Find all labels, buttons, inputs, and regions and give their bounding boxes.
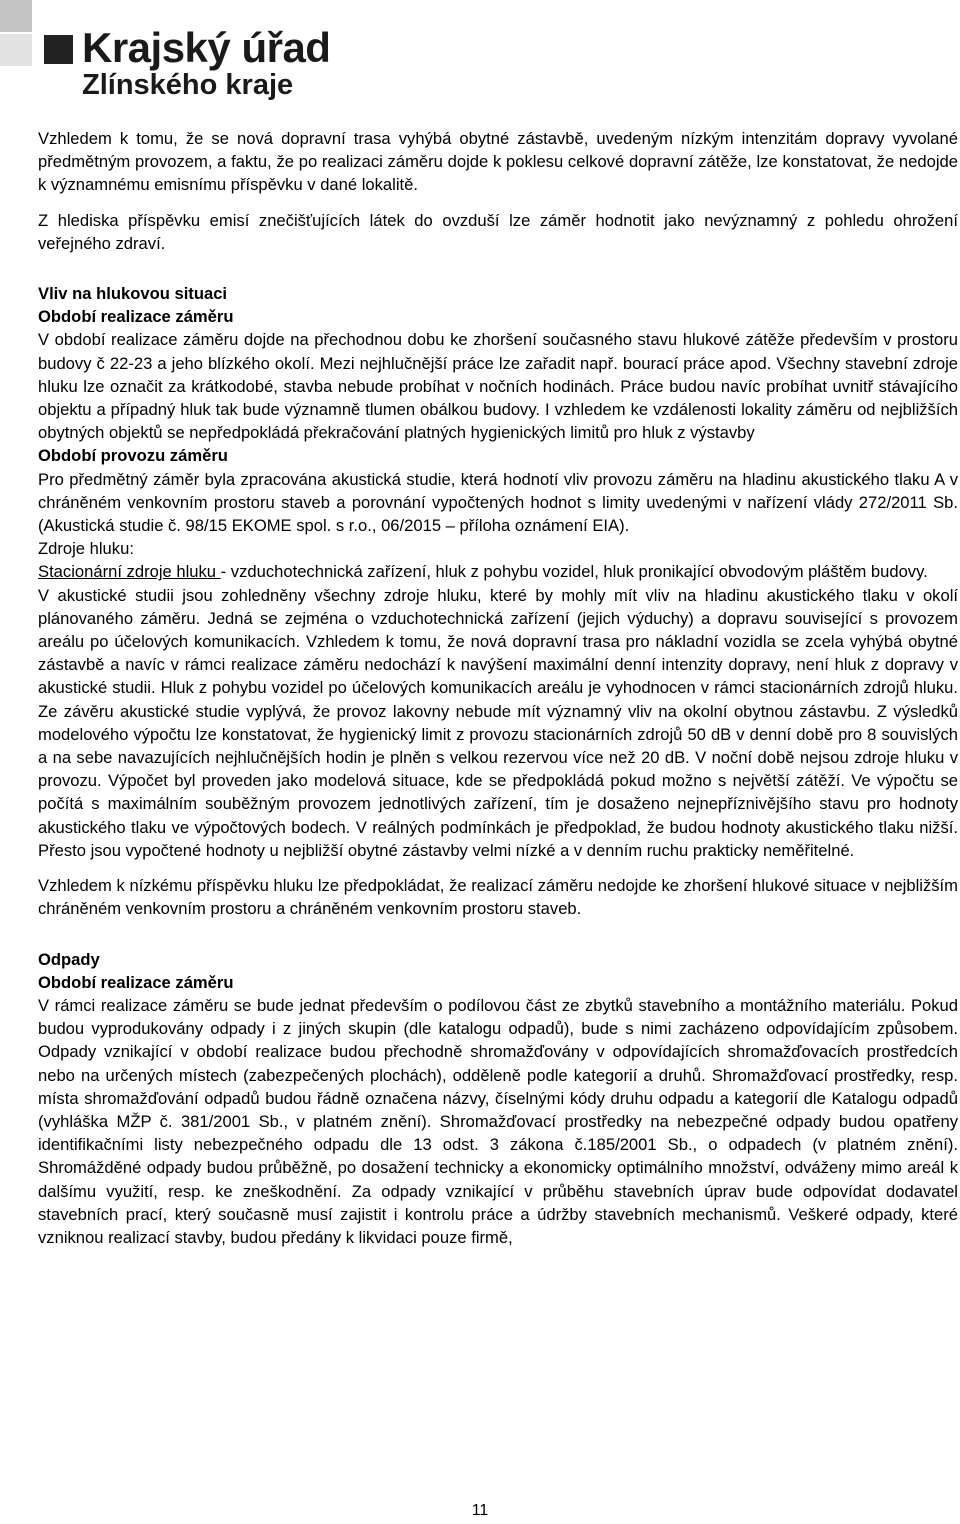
heading-noise: Vliv na hlukovou situaci: [38, 284, 228, 304]
stationary-sources-text: - vzduchotechnická zařízení, hluk z pohybu vozidel, hluk pronikající obvodovým pláštěm budovy.: [220, 562, 928, 582]
paragraph-stationary-sources: [38, 560, 958, 583]
paragraph-waste: V rámci realizace záměru se bude jednat především o podílovou část ze zbytků stavebního a montážního materiálu. Pokud budou vyprodukovány odpady i z jiných skupin (dle katalogu odpadů), bude s nimi zacházeno odpovídajícím způsobem. Odpady vznikající v období realizace budou přechodně shromažďovány v odpovídajících shromažďovacích prostředcích nebo na určených místech (zabezpečených plochách), odděleně podle kategorií a druhů. Shromažďovací prostředky, resp. místa shromažďování odpadů budou řádně označena názvy, číselnými kódy druhu odpadu a kategorií dle Katalogu odpadů (vyhláška MŽP č. 381/2001 Sb., v platném znění). Shromažďovací prostředky na nebezpečné odpady budou opatřeny identifikačními listy nebezpečného odpadu dle 13 odst. 3 zákona č.185/2001 Sb., o odpadech (v platném znění). Shromážděné odpady budou průběžně, po dosažení technicky a ekonomicky optimálního množství, odváženy mimo areál k dalšímu využití, resp. ke zneškodnění. Za odpady vznikající v průběhu stavebních úprav bude odpovídat dodavatel stavebních prací, který současně musí zajistit i kontrolu práce a údržby stavebních mechanismů. Veškeré odpady, které vzniknou realizací stavby, budou předány k likvidaci pouze firmě,: [38, 995, 958, 1247]
noise-sources-label: Zdroje hluku:: [38, 539, 134, 559]
paragraph-traffic: Vzhledem k tomu, že se nová dopravní trasa vyhýbá obytné zástavbě, uvedeným nízkým intenzitám dopravy vyvolané předmětným provozem, a faktu, že po realizaci záměru dojde k poklesu celkové dopravní zátěže, lze konstatovat, že nedojde k významnému emisnímu příspěvku v dané lokalitě.: [38, 129, 958, 195]
stationary-sources-label: Stacionární zdroje hluku: [38, 562, 221, 582]
page-number: 11: [471, 1502, 489, 1519]
brand-title: Krajský úřad: [82, 24, 331, 71]
paragraph-acoustic-study: V akustické studii jsou zohledněny všechny zdroje hluku, které by mohly mít vliv na hladinu akustického tlaku v okolí plánovaného záměru. Jedná se zejména o vzduchotechnická zařízení (jejich výduchy) a dopravu související s provozem areálu po účelových komunikacích. Vzhledem k tomu, že nová dopravní trasa pro nákladní vozidla se zcela vyhýbá obytné zástavbě a navíc v rámci realizace záměru nedochází k navýšení maximální denní intenzity dopravy, není hluk z dopravy v akustické studii. Hluk z pohybu vozidel po účelových komunikacích areálu je vyhodnocen v rámci stacionárních zdrojů hluku. Ze závěru akustické studie vyplývá, že provoz lakovny nebude mít významný vliv na okolní obytnou zástavbu. Z výsledků modelového výpočtu lze konstatovat, že hygienický limit z provozu stacionárních zdrojů 50 dB v denní době pro 8 souvislých a na sebe navazujících nejhlučnějších hodin je plněn s velkou rezervou více než 20 dB. V noční době nejsou zdroje hluku v provozu. Výpočet byl proveden jako modelová situace, kde se předpokládá pokud možno s největší zátěží. Ve výpočtu se počítá s maximálním souběžným provozem jednotlivých zařízení, tím je dosaženo nejnepříznivějšího stavu pro hodnoty akustického tlaku ve výpočtových bodech. V reálných podmínkách je předpoklad, že budou hodnoty akustického tlaku nižší. Přesto jsou vypočtené hodnoty u nejbližší obytné zástavby velmi nízké a v denním ruchu prakticky neměřitelné.: [38, 585, 958, 860]
paragraph-noise-conclusion: Vzhledem k nízkému příspěvku hluku lze předpokládat, že realizací záměru nedojde ke zhoršení hlukové situace v nejbližším chráněném venkovním prostoru a chráněném venkovním prostoru staveb.: [38, 876, 958, 919]
document-body: [38, 127, 958, 1249]
logo-square-grey: [0, 0, 32, 32]
brand-subtitle: Zlínského kraje: [82, 69, 294, 101]
logo-square-dark: [44, 35, 73, 64]
subheading-noise-realization: Období realizace záměru: [38, 307, 234, 327]
logo-square-light: [0, 34, 32, 66]
krajsky-urad-logo: [0, 0, 331, 110]
paragraph-noise-operation: Pro předmětný záměr byla zpracována akustická studie, která hodnotí vliv provozu záměru na hladinu akustického tlaku A v chráněném venkovním prostoru staveb a porovnání vypočtených hodnot s limity uvedenými v nařízení vlády 272/2011 Sb. (Akustická studie č. 98/15 EKOME spol. s r.o., 06/2015 – příloha oznámení EIA).: [38, 469, 958, 536]
subheading-waste-realization: Období realizace záměru: [38, 972, 234, 992]
subheading-noise-operation: Období provozu záměru: [38, 446, 228, 466]
paragraph-emissions: Z hlediska příspěvku emisí znečišťujících látek do ovzduší lze záměr hodnotit jako nevýznamný z pohledu ohrožení veřejného zdraví.: [38, 210, 958, 253]
heading-waste: Odpady: [38, 949, 100, 969]
paragraph-noise-realization: V období realizace záměru dojde na přechodnou dobu ke zhoršení současného stavu hlukové zátěže především v prostoru budovy č 22-23 a jeho blízkého okolí. Mezi nejhlučnější práce lze zařadit např. bourací práce apod. Všechny stavební zdroje hluku lze označit za krátkodobé, stavba nebude probíhat v nočních hodinách. Práce budou navíc probíhat uvnitř stávajícího objektu a případný hluk tak bude významně tlumen obálkou budovy. I vzhledem ke vzdálenosti lokality záměru od nejbližších obytných objektů se nepředpokládá překračování platných hygienických limitů pro hluk z výstavby: [38, 330, 958, 443]
